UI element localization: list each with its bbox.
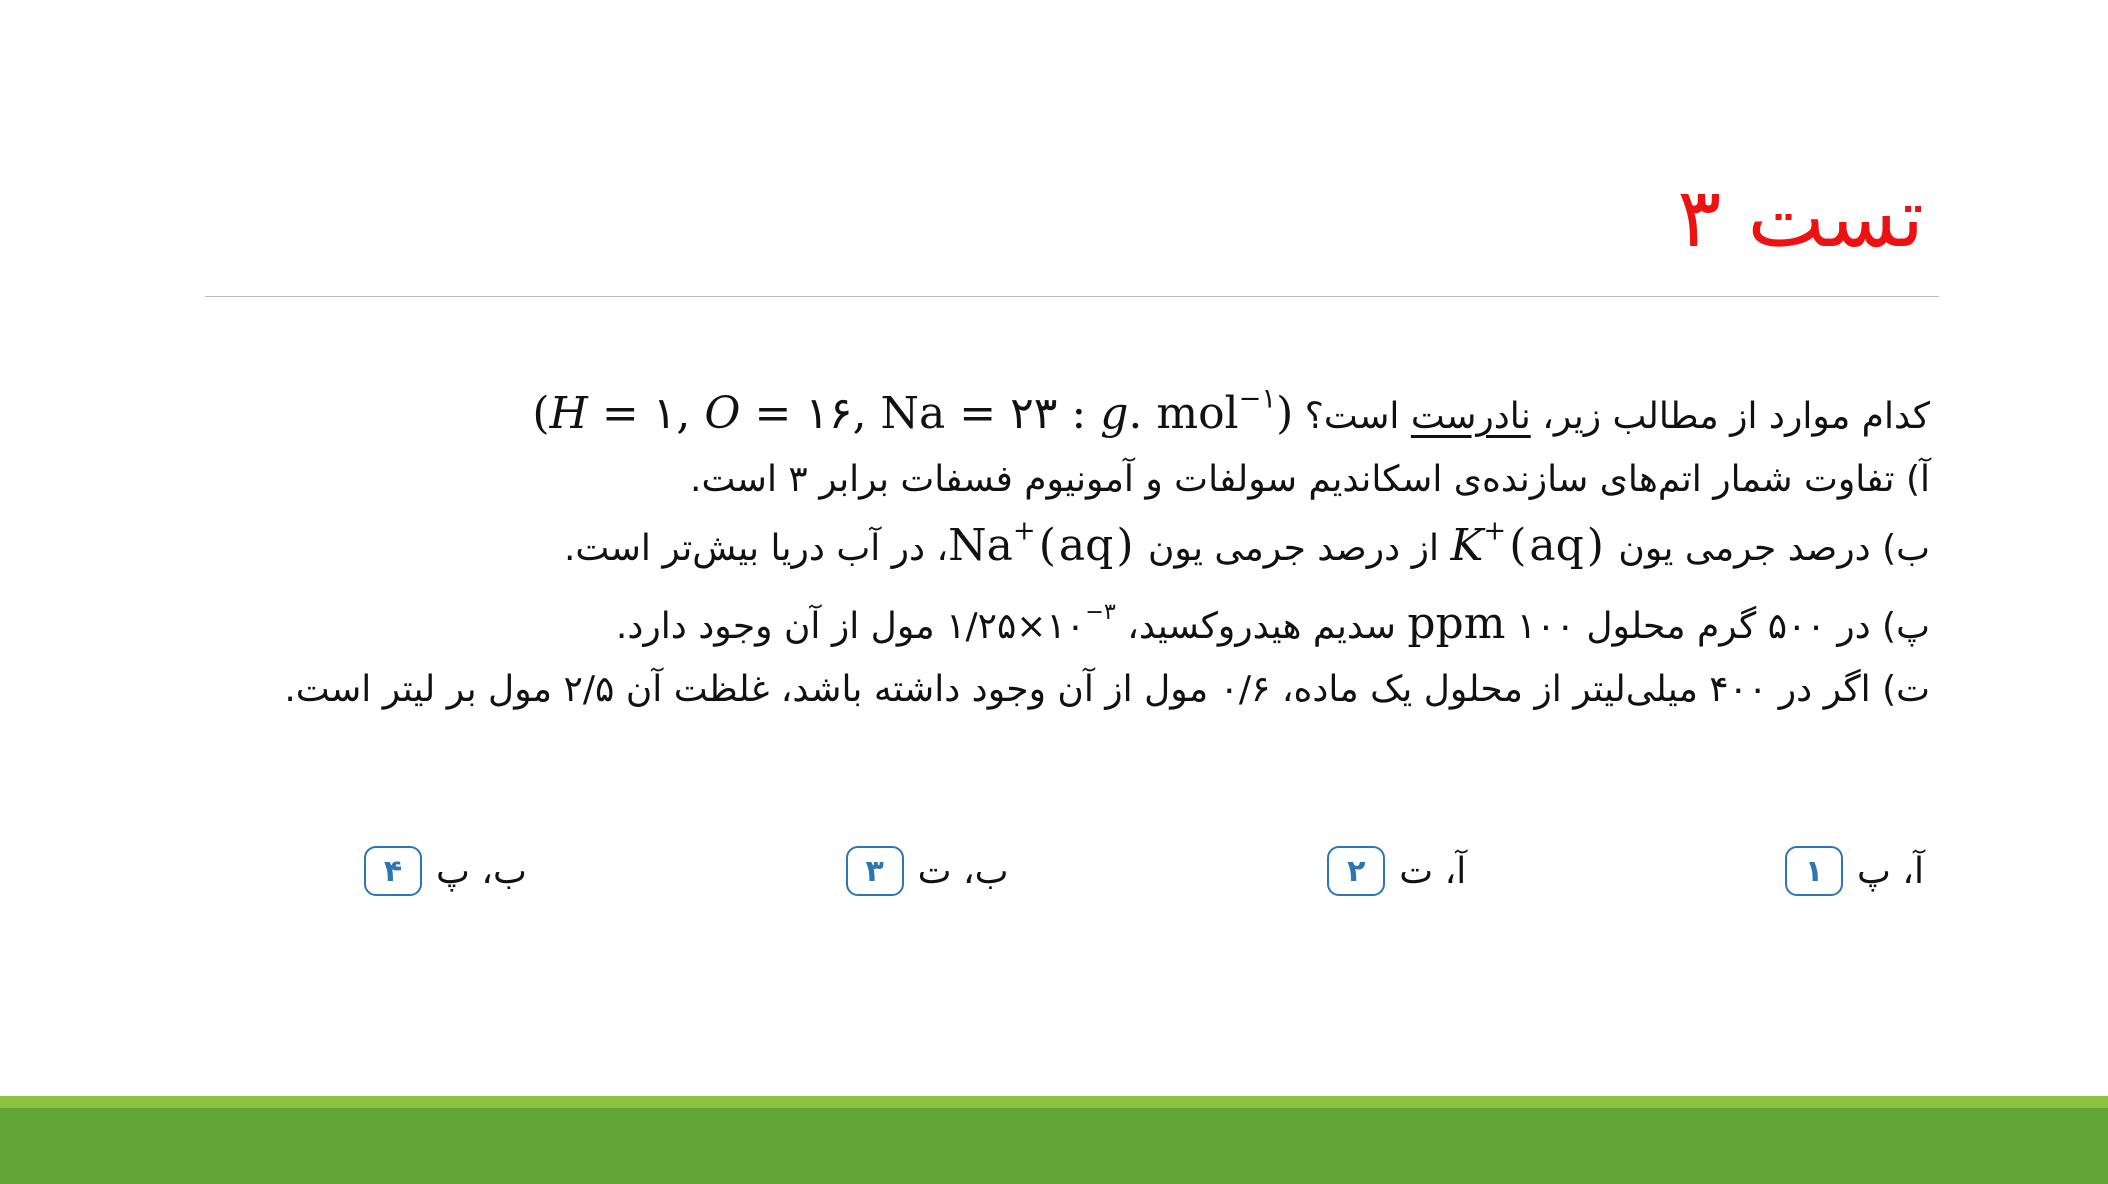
ion-potassium-symbol: K [1450,519,1484,571]
statement-p-pre: پ) در ۵۰۰ گرم محلول ۱۰۰ [1516,605,1930,647]
option-3[interactable] [846,846,1009,896]
title-divider [205,296,1939,297]
slide-title: تست ۳ [1677,171,1924,266]
statement-b-mid: از درصد جرمی یون [1147,527,1439,569]
statement-p-post: مول از آن وجود دارد. [615,605,935,647]
statement-p [100,592,1930,656]
mass-o-symbol: O [704,388,741,439]
ion-potassium: K+(aq) [1450,515,1604,571]
scientific-value [946,598,1116,653]
footer-bar-light [0,1096,2108,1108]
statement-b-pre: ب) درصد جرمی یون [1618,527,1930,569]
option-1-text[interactable]: آ، پ [1857,850,1924,892]
statement-t-mid: مول از آن وجود داشته باشد، غلظت آن [625,668,1209,710]
mass-o-value: ۱۶ [805,388,853,439]
stem-keyword: نادرست [1410,396,1531,437]
option-3-text[interactable]: ب، ت [917,850,1009,892]
option-4-number[interactable]: ۴ [364,846,422,896]
mass-na-value: ۲۳ [1010,388,1058,439]
ion-sodium-charge: + [1012,515,1036,547]
mass-h-value: ۱ [652,388,677,439]
ppm-unit: ppm [1407,597,1506,649]
option-4-text[interactable]: ب، پ [436,850,527,892]
ion-potassium-phase: aq [1529,519,1584,571]
exponent: −۳ [1085,598,1116,625]
footer-bar-dark [0,1108,2108,1184]
statement-t-post: مول بر لیتر است. [284,668,553,710]
concentration-value: ۲/۵ [563,668,615,710]
option-2[interactable] [1327,846,1466,896]
statement-b [100,514,1930,578]
stem-text-end: است؟ [1304,396,1400,437]
question-stem [100,382,1930,446]
statement-a: آ) تفاوت شمار اتم‌های سازنده‌ی اسکاندیم سولفات و آمونیوم فسفات برابر ۳ است. [690,458,1930,500]
ion-sodium: Na+(aq) [948,515,1134,571]
statement-b-post: ، در آب دریا بیش‌تر است. [563,527,949,569]
ion-sodium-symbol: Na [948,519,1013,571]
answer-options [364,846,1924,896]
volume-moles: ۰/۶ [1219,668,1271,710]
atomic-masses: (H = ۱, O = ۱۶, Na = ۲۳ : g. mol$^{-۱}$) [532,383,1294,439]
stem-text: کدام موارد از مطالب زیر، [1542,396,1930,437]
option-1-number[interactable]: ۱ [1785,846,1843,896]
statement-t [100,664,1930,716]
option-4[interactable] [364,846,527,896]
unit-exponent: −۱ [1238,383,1277,415]
option-2-number[interactable]: ۲ [1327,846,1385,896]
option-2-text[interactable]: آ، ت [1399,850,1467,892]
mass-h-symbol: H [549,388,588,439]
mass-na-symbol: Na [880,388,946,439]
statement-t-pre: ت) اگر در ۴۰۰ میلی‌لیتر از محلول یک ماده، [1281,668,1930,710]
statement-p-mid: سدیم هیدروکسید، [1127,605,1396,647]
option-1[interactable] [1785,846,1924,896]
option-3-number[interactable]: ۳ [846,846,904,896]
question-block [100,382,1930,716]
ion-potassium-charge: + [1483,515,1507,547]
ion-sodium-phase: aq [1058,519,1114,571]
unit-mol: mol [1156,388,1239,439]
unit-g: g [1100,388,1129,439]
mantissa: ۱/۲۵×۱۰ [946,605,1086,647]
